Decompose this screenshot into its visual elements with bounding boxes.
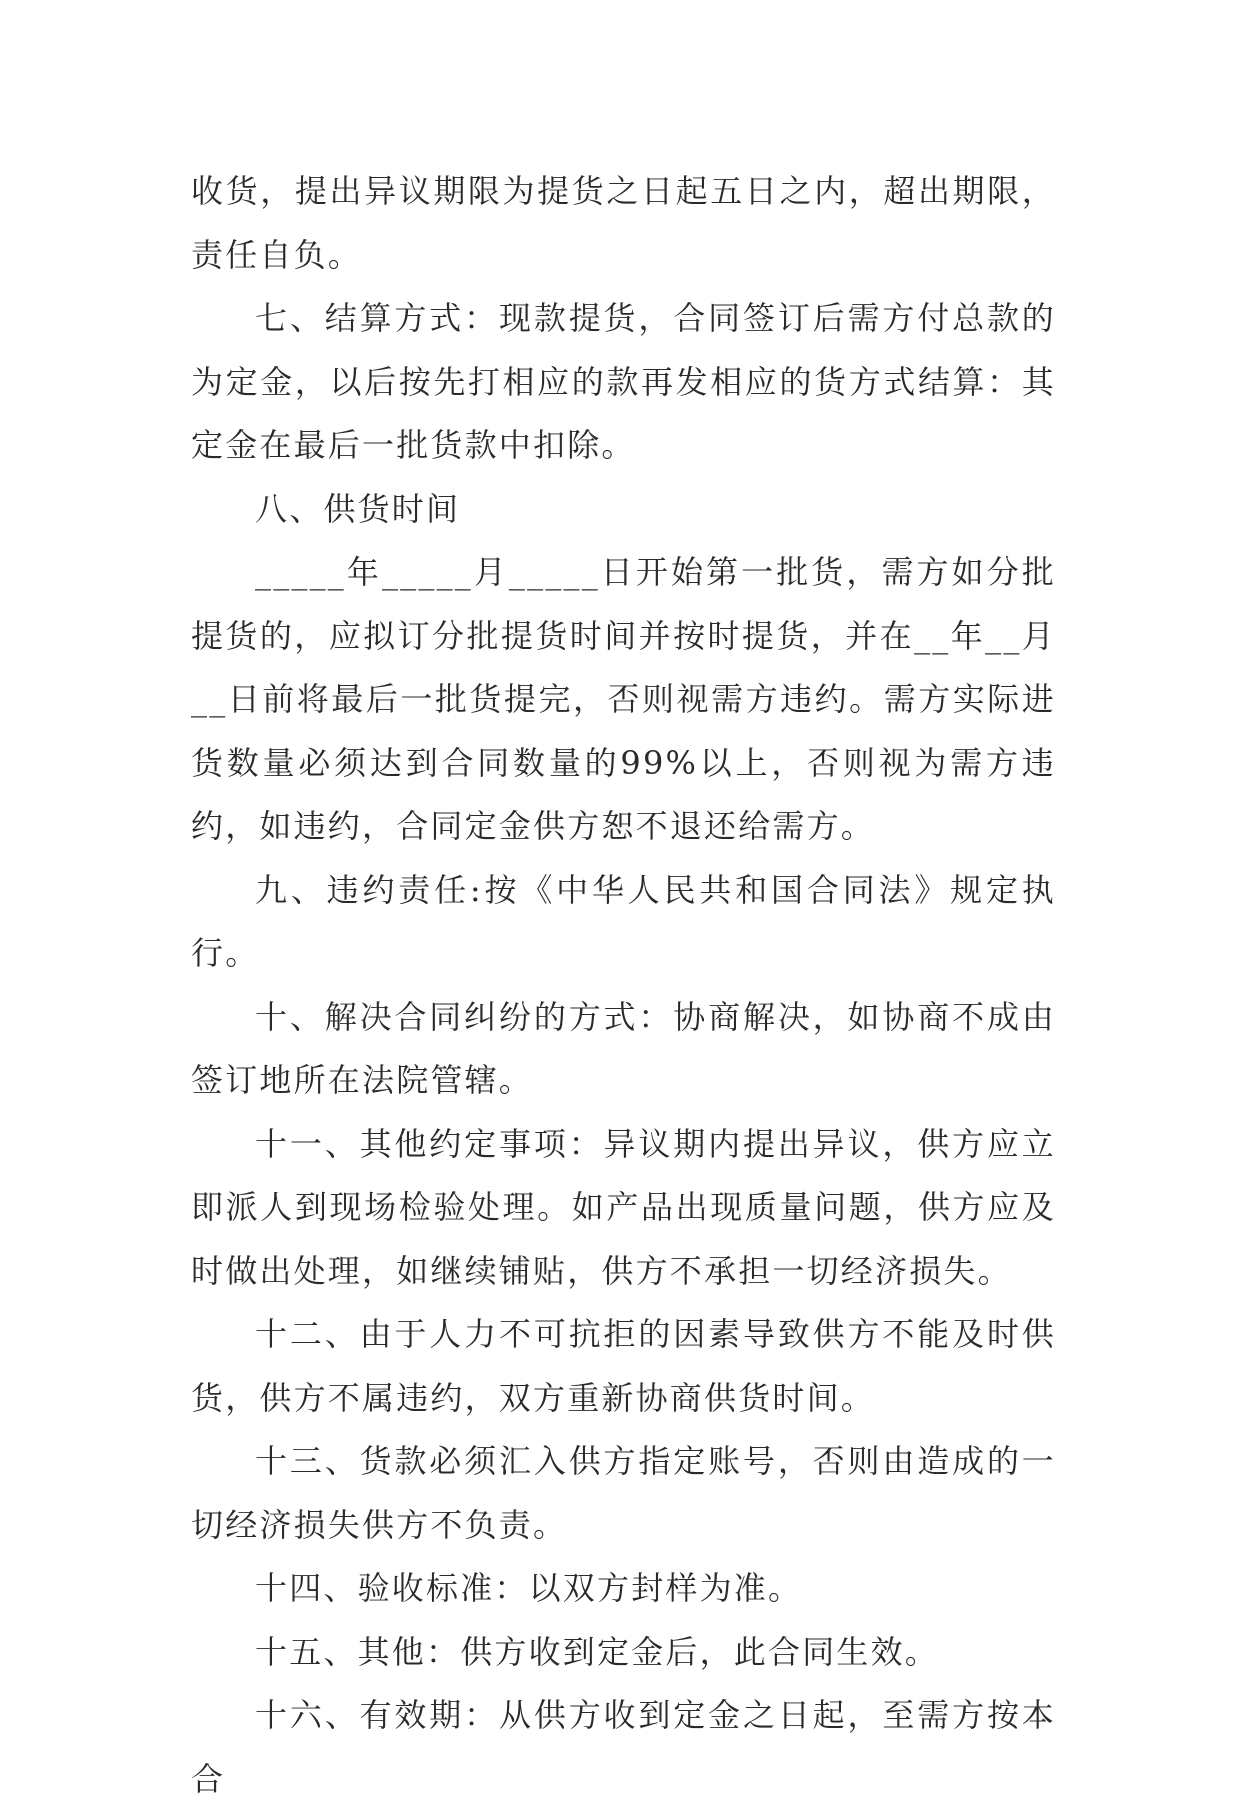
paragraph-clause-7-settlement: 七、结算方式：现款提货，合同签订后需方付总款的为定金，以后按先打相应的款再发相应的货方式结算：其定金在最后一批货款中扣除。 — [191, 299, 1056, 464]
paragraph-clause-13-payment: 十三、货款必须汇入供方指定账号，否则由造成的一切经济损失供方不负责。 — [191, 1442, 1056, 1544]
document-body — [191, 160, 1056, 1811]
paragraph-clause-8-heading: 八、供货时间 — [255, 489, 461, 528]
paragraph-clause-11-other: 十一、其他约定事项：异议期内提出异议，供方应立即派人到现场检验处理。如产品出现质量问题，供方应及时做出处理，如继续铺贴，供方不承担一切经济损失。 — [191, 1124, 1056, 1290]
paragraph-clause-10-dispute: 十、解决合同纠纷的方式：协商解决，如协商不成由签订地所在法院管辖。 — [191, 997, 1056, 1099]
paragraph-clause-9-liability: 九、违约责任:按《中华人民共和国合同法》规定执行。 — [191, 870, 1056, 972]
paragraph-clause-12-force-majeure: 十二、由于人力不可抗拒的因素导致供方不能及时供货，供方不属违约，双方重新协商供货时间。 — [191, 1315, 1056, 1417]
paragraph-clause-8-supply-time: _____年_____月_____日开始第一批货，需方如分批提货的，应拟订分批提货时间并按时提货，并在__年__月__日前将最后一批货提完，否则视需方违约。需方实际进货数量必须达到合同数量的99%以上，否则视为需方违约，如违约，合同定金供方恕不退还给需方。 — [191, 553, 1056, 845]
paragraph-delivery-objection: 收货，提出异议期限为提货之日起五日之内，超出期限，责任自负。 — [191, 172, 1056, 274]
paragraph-clause-14-acceptance: 十四、验收标准：以双方封样为准。 — [255, 1569, 803, 1607]
paragraph-clause-16-validity: 十六、有效期：从供方收到定金之日起，至需方按本合 — [191, 1696, 1056, 1798]
paragraph-clause-15-other: 十五、其他：供方收到定金后，此合同生效。 — [255, 1632, 940, 1671]
